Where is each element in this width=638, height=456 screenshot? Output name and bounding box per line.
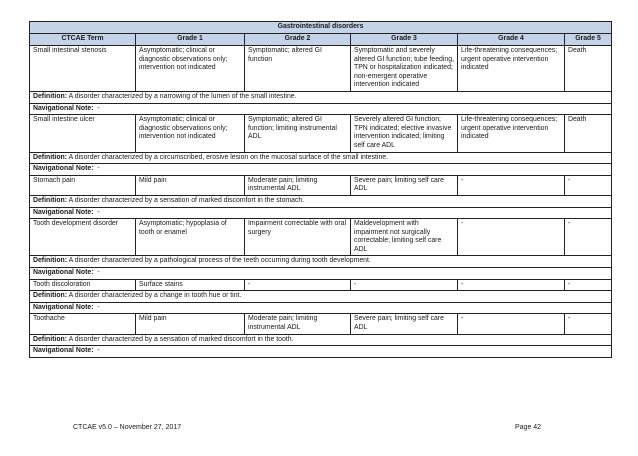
grade-3-cell: Severely altered GI function; TPN indicated; elective invasive intervention indicated; limiting self care ADL (351, 115, 458, 152)
grade-3-cell: Severe pain; limiting self care ADL (351, 314, 458, 334)
grade-4-cell: Life-threatening consequences; urgent operative intervention indicated (458, 115, 565, 152)
nav-note-row (30, 346, 612, 358)
table-row (30, 219, 612, 256)
definition-row (30, 256, 612, 268)
col-header-grade-4: Grade 4 (458, 34, 565, 46)
definition-label: Definition: (33, 153, 68, 161)
nav-note-label: Navigational Note: (33, 269, 94, 277)
footer-page-number: Page 42 (515, 424, 542, 431)
nav-note-row (30, 103, 612, 115)
definition-label: Definition: (33, 292, 68, 300)
nav-note-label: Navigational Note: (33, 347, 94, 355)
table-row (30, 279, 612, 291)
definition-row (30, 152, 612, 164)
definition-text: A disorder characterized by a circumscribed, erosive lesion on the mucosal surface of the small intestine. (68, 153, 389, 161)
grade-5-cell: - (565, 314, 612, 334)
grade-1-cell: Surface stains (136, 279, 245, 291)
grade-1-cell: Mild pain (136, 314, 245, 334)
grade-1-cell: Asymptomatic; clinical or diagnostic observations only; intervention not indicated (136, 115, 245, 152)
grade-3-cell: - (351, 279, 458, 291)
grade-5-cell: - (565, 219, 612, 256)
definition-text: A disorder characterized by a pathological process of the teeth occurring during tooth development. (68, 257, 371, 265)
grade-3-cell: Symptomatic and severely altered GI function; tube feeding, TPN or hospitalization indicated; non-emergent operative intervention indicated (351, 46, 458, 92)
definition-row (30, 91, 612, 103)
table-row (30, 46, 612, 92)
grade-1-cell: Asymptomatic; clinical or diagnostic observations only; intervention not indicated (136, 46, 245, 92)
term-cell: Toothache (30, 314, 136, 334)
term-cell: Small intestine ulcer (30, 115, 136, 152)
grade-1-cell: Asymptomatic; hypoplasia of tooth or enamel (136, 219, 245, 256)
grade-2-cell: Symptomatic; altered GI function (245, 46, 351, 92)
definition-text: A disorder characterized by a sensation of marked discomfort in the stomach. (68, 196, 305, 204)
grade-2-cell: Symptomatic; altered GI function; limiting instrumental ADL (245, 115, 351, 152)
nav-note-label: Navigational Note: (33, 208, 94, 216)
col-header-grade-1: Grade 1 (136, 34, 245, 46)
nav-note-row (30, 207, 612, 219)
nav-note-label: Navigational Note: (33, 104, 94, 112)
table-row (30, 115, 612, 152)
grade-1-cell: Mild pain (136, 175, 245, 195)
definition-label: Definition: (33, 335, 68, 343)
term-cell: Small intestinal stenosis (30, 46, 136, 92)
definition-row (30, 291, 612, 303)
table-row (30, 175, 612, 195)
footer-version: CTCAE v5.0 – November 27, 2017 (73, 424, 182, 431)
nav-note-label: Navigational Note: (33, 165, 94, 173)
grade-4-cell: - (458, 219, 565, 256)
definition-text: A disorder characterized by a narrowing of the lumen of the small intestine. (68, 92, 297, 100)
grade-2-cell: Moderate pain; limiting instrumental ADL (245, 175, 351, 195)
grade-4-cell: Life-threatening consequences; urgent operative intervention indicated (458, 46, 565, 92)
grade-5-cell: - (565, 279, 612, 291)
nav-note-row (30, 164, 612, 176)
definition-row (30, 334, 612, 346)
col-header-term: CTCAE Term (30, 34, 136, 46)
nav-note-text: - (97, 165, 100, 173)
term-cell: Tooth discoloration (30, 279, 136, 291)
grade-4-cell: - (458, 314, 565, 334)
grade-5-cell: - (565, 175, 612, 195)
term-cell: Stomach pain (30, 175, 136, 195)
table-row (30, 314, 612, 334)
nav-note-label: Navigational Note: (33, 303, 94, 311)
nav-note-text: - (97, 347, 100, 355)
ctcae-table (29, 21, 612, 358)
definition-row (30, 195, 612, 207)
grade-4-cell: - (458, 279, 565, 291)
col-header-grade-2: Grade 2 (245, 34, 351, 46)
grade-2-cell: Impairment correctable with oral surgery (245, 219, 351, 256)
definition-text: A disorder characterized by a sensation of marked discomfort in the tooth. (68, 335, 294, 343)
grade-3-cell: Severe pain; limiting self care ADL (351, 175, 458, 195)
nav-note-row (30, 302, 612, 314)
section-title: Gastrointestinal disorders (30, 22, 612, 34)
nav-note-text: - (97, 269, 100, 277)
col-header-grade-3: Grade 3 (351, 34, 458, 46)
nav-note-text: - (97, 208, 100, 216)
grade-4-cell: - (458, 175, 565, 195)
grade-5-cell: Death (565, 115, 612, 152)
grade-2-cell: Moderate pain; limiting instrumental ADL (245, 314, 351, 334)
definition-label: Definition: (33, 92, 68, 100)
nav-note-text: - (97, 104, 100, 112)
grade-2-cell: - (245, 279, 351, 291)
grade-5-cell: Death (565, 46, 612, 92)
nav-note-text: - (97, 303, 100, 311)
nav-note-row (30, 268, 612, 280)
col-header-grade-5: Grade 5 (565, 34, 612, 46)
grade-3-cell: Maldevelopment with impairment not surgically correctable; limiting self care ADL (351, 219, 458, 256)
term-cell: Tooth development disorder (30, 219, 136, 256)
definition-label: Definition: (33, 257, 68, 265)
definition-text: A disorder characterized by a change in tooth hue or tint. (68, 292, 242, 300)
definition-label: Definition: (33, 196, 68, 204)
